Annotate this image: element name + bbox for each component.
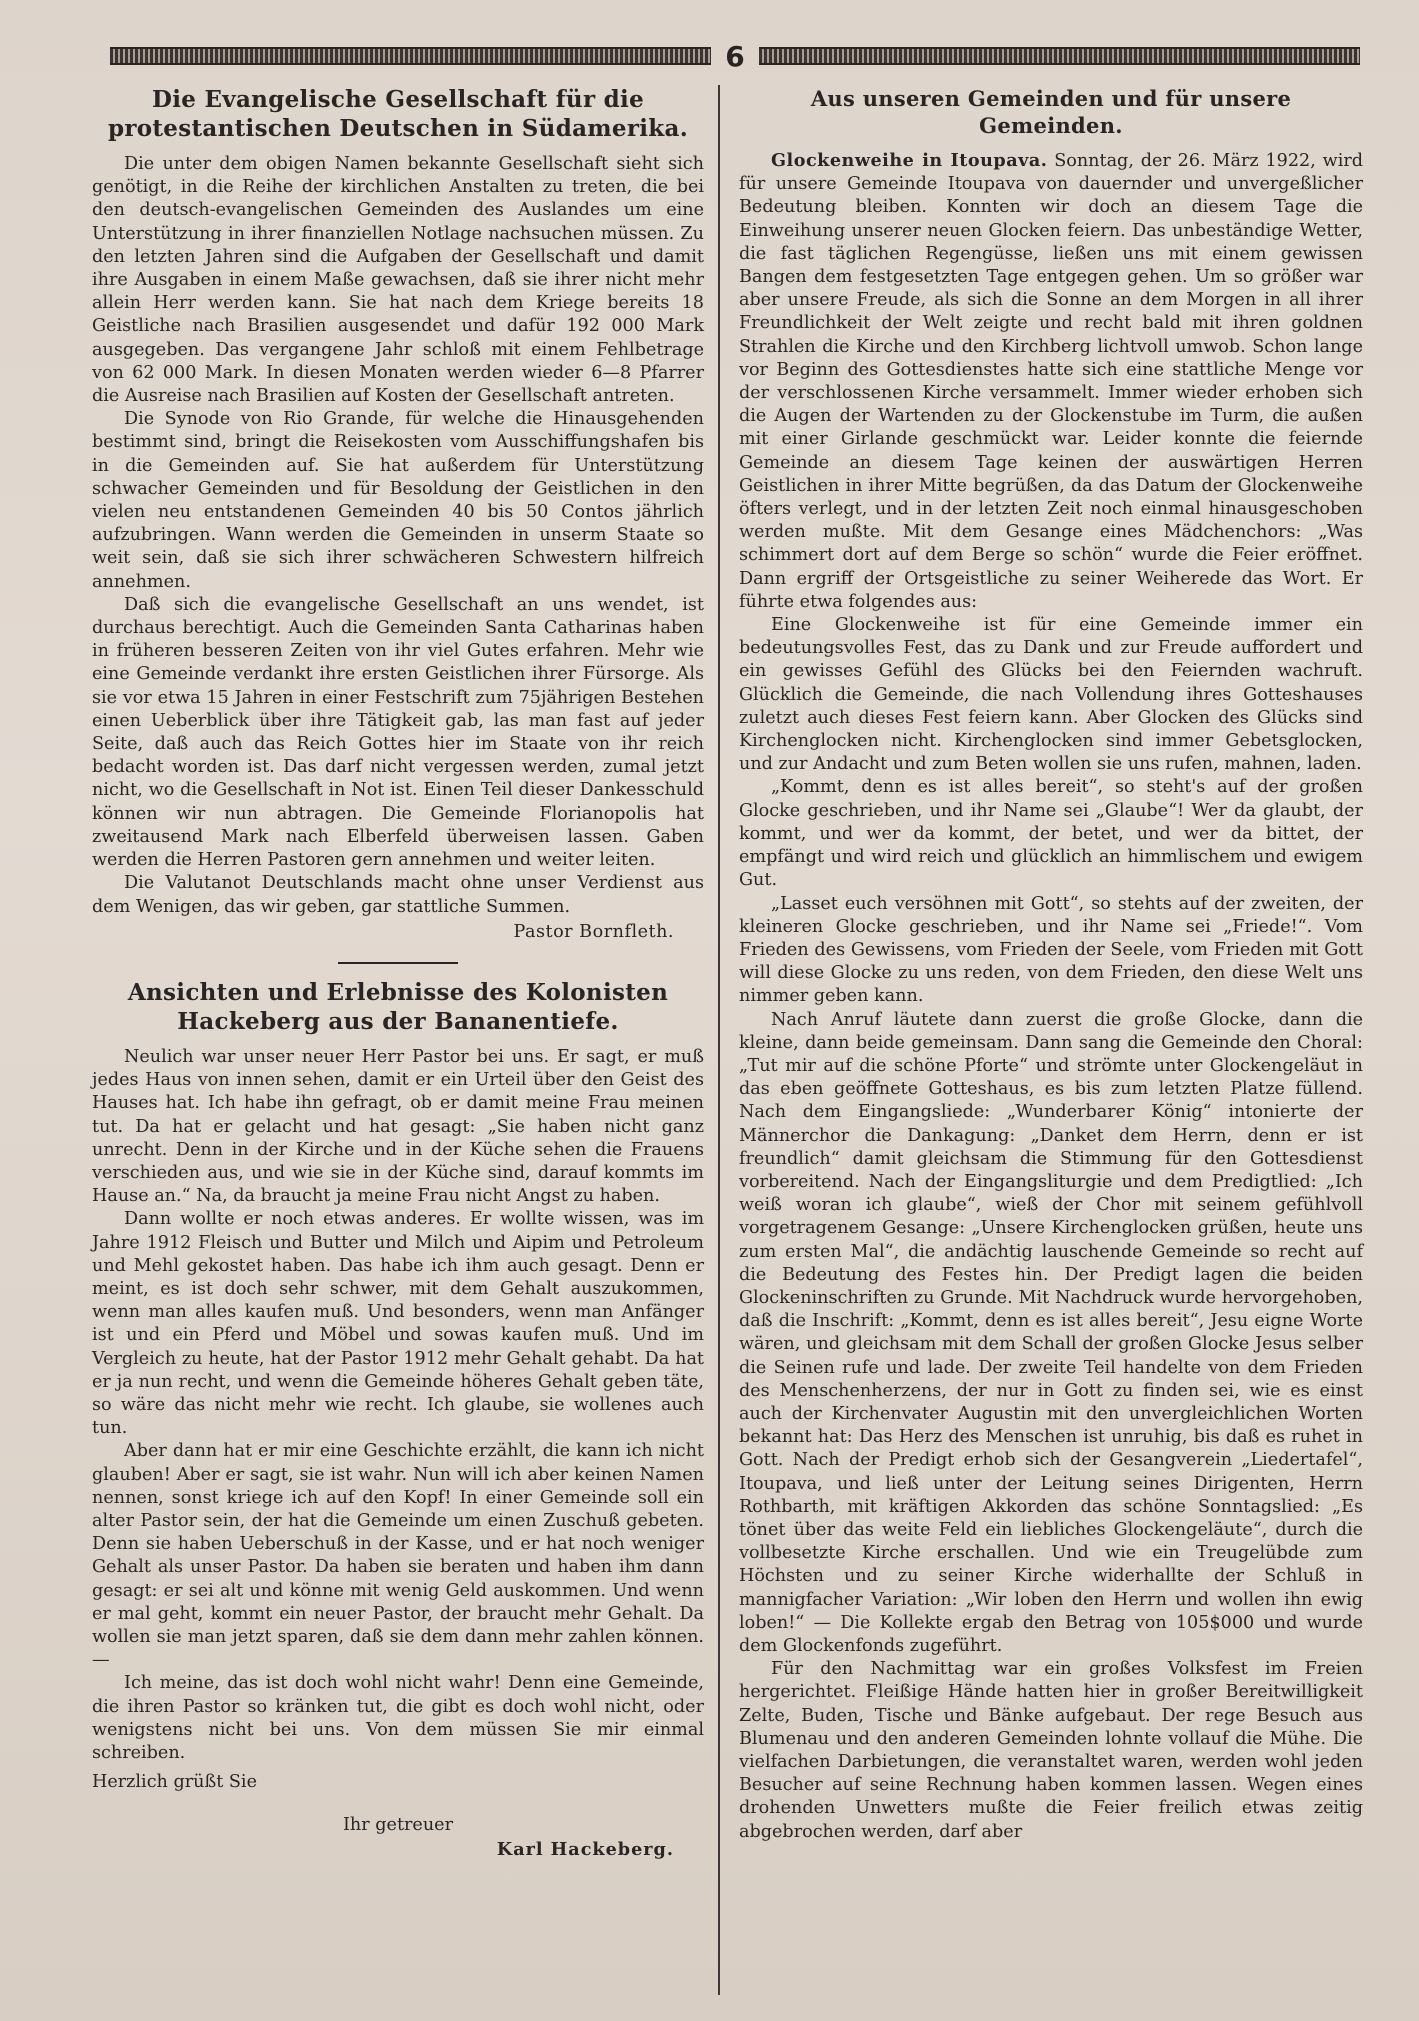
article-paragraph: „Lasset euch versöhnen mit Gott“, so stehts auf der zweiten, der kleineren Glocke geschrieben, und ihr Name sei „Friede!“. Vom Frieden des Gewissens, vom Frieden der Seele, vom Frieden mit Gott will diese Glocke zu uns reden, von dem Frieden, den diese Welt uns nimmer geben kann. [739, 893, 1363, 1007]
article-separator [338, 962, 458, 964]
article-paragraph [739, 149, 1363, 614]
article-paragraph: Die Valutanot Deutschlands macht ohne unser Verdienst aus dem Wenigen, das wir geben, gar stattliche Summen. [92, 873, 704, 917]
article-paragraph: Ich meine, das ist doch wohl nicht wahr! Denn eine Gemeinde, die ihren Pastor so kränken tut, die gibt es doch wohl nicht, oder wenigstens nicht bei uns. Von dem müssen Sie mir einmal schreiben. [92, 1673, 704, 1763]
letter-closing: Ihr getreuer [342, 1815, 453, 1836]
article-kicker: Glockenweihe in Itoupava. [771, 150, 1048, 171]
article-title: Ansichten und Erlebnisse des Kolonisten Hackeberg aus der Bananentiefe. [127, 978, 669, 1035]
header-rule-right [759, 47, 1360, 65]
article-paragraph: Aber dann hat er mir eine Geschichte erzählt, die kann ich nicht glauben! Aber er sagt, sie ist wahr. Nun will ich aber keinen Namen nennen, sonst kriege ich auf den Kopf! In einer Gemeinde soll ein alter Pastor sein, der hat die Gemeinde um einen Zuschuß gebeten. Denn sie haben Ueberschuß in der Kasse, und er hat noch weniger Gehalt als unser Pastor. Da haben sie beraten und haben ihm dann gesagt: er sei alt und könne mit wenig Geld auskommen. Und wenn er mal geht, kommt ein neuer Pastor, der braucht mehr Gehalt. Da wollen sie man jetzt sparen, daß sie dem dann mehr zahlen können. — [92, 1441, 704, 1671]
article-paragraph: Für den Nachmittag war ein großes Volksfest im Freien hergerichtet. Fleißige Hände hatten hier in großer Bereitwilligkeit Zelte, Buden, Tische und Bänke aufgebaut. Der rege Besuch aus Blumenau und den anderen Gemeinden lohnte vollauf die Mühe. Die vielfachen Darbietungen, die veranstaltet waren, werden wohl jeden Besucher auf seine Rechnung haben kommen lassen. Wegen eines drohenden Unwetters mußte die Feier freilich etwas zeitig abgebrochen werden, darf aber [739, 1659, 1363, 1842]
letter-signature: Karl Hackeberg. [496, 1838, 674, 1860]
article-title: Die Evangelische Gesellschaft für die protestantischen Deutschen in Südamerika. [107, 86, 689, 142]
article-paragraph: Neulich war unser neuer Herr Pastor bei uns. Er sagt, er muß jedes Haus von innen sehen, damit er ein Urteil über den Geist des Hauses hat. Ich habe ihn gefragt, ob er damit meine Frau meinen tut. Da hat er gelacht und hat gesagt: „Sie haben nicht ganz unrecht. Denn in der Kirche und in der Küche sehen die Frauens verschieden aus, und wie sie in der Küche sind, darauf kommts im Hause an.“ Na, da braucht ja meine Frau nicht Angst zu haben. [92, 1046, 704, 1207]
letter-greeting: Herzlich grüßt Sie [92, 1772, 257, 1793]
left-column [92, 85, 710, 2001]
article-paragraph: Nach Anruf läutete dann zuerst die große Glocke, dann die kleine, dann beide gemeinsam. Dann sang die Gemeinde den Choral: „Tut mir auf die schöne Pforte“ und strömte unter Glockengeläut in das eben geöffnete Gotteshaus, es bis zum letzten Platze füllend. Nach dem Eingangsliede: „Wunderbarer König“ intonierte der Männerchor die Dankagung: „Danket dem Herrn, denn er ist freundlich“ damit gleichsam die Stimmung für den Gottesdienst vorbereitend. Nach der Eingangsliturgie und dem Predigtlied: „Ich weiß woran ich glaube“, wieß der Chor mit seinem gefühlvoll vorgetragenem Gesange: „Unsere Kirchenglocken grüßen, heute uns zum ersten Mal“, die andächtig lauschende Gemeinde so recht auf die Bedeutung des Festes hin. Der Predigt lagen die beiden Glockeninschriften zu Grunde. Mit Nachdruck wurde hervorgehoben, daß die Inschrift: „Kommt, denn es ist alles bereit“, Jesu eigne Worte wären, und gleichsam mit dem Schall der großen Glocke Jesus selber die Seinen rufe und lade. Der zweite Teil handelte von dem Frieden des Menschenherzens, der nur in Gott zu finden sei, wie es einst auch der Kirchenvater Augustin mit den unvergleichlichen Worten bekannt hat: Das Herz des Menschen ist unruhig, bis daß es ruhet in Gott. Nach der Predigt erhob sich der Gesangverein „Liedertafel“, Itoupava, und ließ unter der Leitung seines Dirigenten, Herrn Rothbarth, mit kräftigen Akkorden das schöne Sonntagslied: „Es tönet über das weite Feld ein liebliches Glockengeläute“, durch die vollbesetzte Kirche erschallen. Und wie ein Treugelübde zum Höchsten und zu seiner Kirche widerhallte der Schluß in mannigfacher Variation: „Wir loben den Herrn und wollen ihn ewig loben!“ — Die Kollekte ergab den Betrag von 105$000 und wurde dem Glockenfonds zugeführt. [739, 1009, 1363, 1656]
right-column [733, 85, 1363, 2001]
article-paragraph: Daß sich die evangelische Gesellschaft an uns wendet, ist durchaus berechtigt. Auch die Gemeinden Santa Catharinas haben in früheren besseren Zeiten von ihr viel Gutes erfahren. Mehr wie eine Gemeinde verdankt ihre ersten Geistlichen ihrer Fürsorge. Als sie vor etwa 15 Jahren in einer Festschrift zum 75jährigen Bestehen einen Ueberblick über ihre Tätigkeit gab, las man fast auf jeder Seite, daß auch das Reich Gottes hier im Staate von ihr reich bedacht worden ist. Das darf nicht vergessen werden, zumal jetzt nicht, wo die Gesellschaft in Not ist. Einen Teil dieser Dankesschuld können wir nun abtragen. Die Gemeinde Florianopolis hat zweitausend Mark nach Elberfeld überweisen lassen. Gaben werden die Herren Pastoren gern annehmen und weiter leiten. [92, 594, 704, 871]
column-divider [718, 85, 720, 1995]
header-rule-left [110, 47, 711, 65]
page-header [110, 38, 1360, 74]
article-paragraph: Die Synode von Rio Grande, für welche die Hinausgehenden bestimmt sind, bringt die Reisekosten vom Ausschiffungshafen bis in die Gemeinden auf. Sie hat außerdem für Unterstützung schwacher Gemeinden und für Besoldung der Geistlichen in den vielen neu entstandenen Gemeinden 40 bis 50 Contos jährlich aufzubringen. Wann werden die Gemeinden in unserm Staate so weit sein, daß sie sich ihrer schwächeren Schwestern hilfreich annehmen. [92, 409, 704, 592]
section-title: Aus unseren Gemeinden und für unsere Gemeinden. [810, 86, 1292, 138]
article-paragraph: Dann wollte er noch etwas anderes. Er wollte wissen, was im Jahre 1912 Fleisch und Butter und Milch und Aipim und Petroleum und Mehl gekostet haben. Das habe ich ihm auch gesagt. Denn er meint, es ist doch sehr schwer, mit dem Gehalt auszukommen, wenn man alles kaufen muß. Und besonders, wenn man Anfänger ist und ein Pferd und Möbel und sowas kaufen muß. Und im Vergleich zu heute, hat der Pastor 1912 mehr Gehalt gehabt. Da hat er ja nun recht, und wenn die Gemeinde höheres Gehalt geben täte, so wäre das nicht mehr wie recht. Ich glaube, sie wollenes auch tun. [92, 1209, 704, 1439]
article-paragraph: Die unter dem obigen Namen bekannte Gesellschaft sieht sich genötigt, in die Reihe der kirchlichen Anstalten zu treten, die bei den deutsch-evangelischen Gemeinden des Auslandes um eine Unterstützung in ihrer finanziellen Notlage nachsuchen müssen. Zu den letzten Jahren sind die Aufgaben der Gesellschaft und damit ihre Ausgaben in einem Maße gewachsen, daß sie ihrer nicht mehr allein Herr werden kann. Sie hat nach dem Kriege bereits 18 Geistliche nach Brasilien ausgesendet und dafür 192 000 Mark ausgegeben. Das vergangene Jahr schloß mit einem Fehlbetrage von 62 000 Mark. In diesen Monaten werden wieder 6—8 Pfarrer die Ausreise nach Brasilien auf Kosten der Gesellschaft antreten. [92, 154, 704, 407]
article-paragraph: Eine Glockenweihe ist für eine Gemeinde immer ein bedeutungsvolles Fest, das zu Dank und zur Freude auffordert und ein gewisses Gefühl des Glücks bei den Feiernden wachruft. Glücklich die Gemeinde, die nach Vollendung ihres Gotteshauses zuletzt auch dieses Fest feiern kann. Aber Glocken des Glücks sind Kirchenglocken nicht. Kirchenglocken sind immer Gebetsglocken, und zur Andacht und zum Beten wollen sie uns rufen, mahnen, laden. [739, 615, 1363, 775]
article-signature: Pastor Bornfleth. [513, 921, 674, 942]
page-number: 6 [725, 39, 745, 73]
article-paragraph: „Kommt, denn es ist alles bereit“, so steht's auf der großen Glocke geschrieben, und ihr Name sei „Glaube“! Wer da glaubt, der kommt, und wer da kommt, der betet, und wer da bittet, der empfängt und wird reich und glücklich an himmlischem und ewigem Gut. [739, 777, 1363, 891]
article-paragraph-text: Sonntag, der 26. März 1922, wird für unsere Gemeinde Itoupava von dauernder und unvergeßlicher Bedeutung bleiben. Konnten wir doch an diesem Tage die Einweihung unserer neuen Glocken feiern. Das unbeständige Wetter, die fast täglichen Regengüsse, ließen uns mit einem gewissen Bangen dem festgesetzten Tage entgegen gehen. Um so größer war aber unsere Freude, als sich die Sonne an dem Morgen in all ihrer Freundlichkeit der Welt zeigte und recht bald mit ihren goldnen Strahlen die Kirche und den Kirchberg lichtvoll umwob. Schon lange vor Beginn des Gottesdienstes hatte sich eine stattliche Menge vor der verschlossenen Kirche versammelt. Immer wieder erhoben sich die Augen der Wartenden zu der Glockenstube im Turm, die außen mit einer Girlande geschmückt war. Leider konnte die feiernde Gemeinde an diesem Tage keinen der auswärtigen Herren Geistlichen in ihrer Mitte begrüßen, da das Datum der Glockenweihe öfters verlegt, und in der letzten Zeit noch einmal hinausgeschoben werden mußte. Mit dem Gesange eines Mädchenchors: „Was schimmert dort auf dem Berge so schön“ wurde die Feier eröffnet. Dann ergriff der Ortsgeistliche zu seiner Weiherede das Wort. Er führte etwa folgendes aus: [739, 151, 1363, 612]
